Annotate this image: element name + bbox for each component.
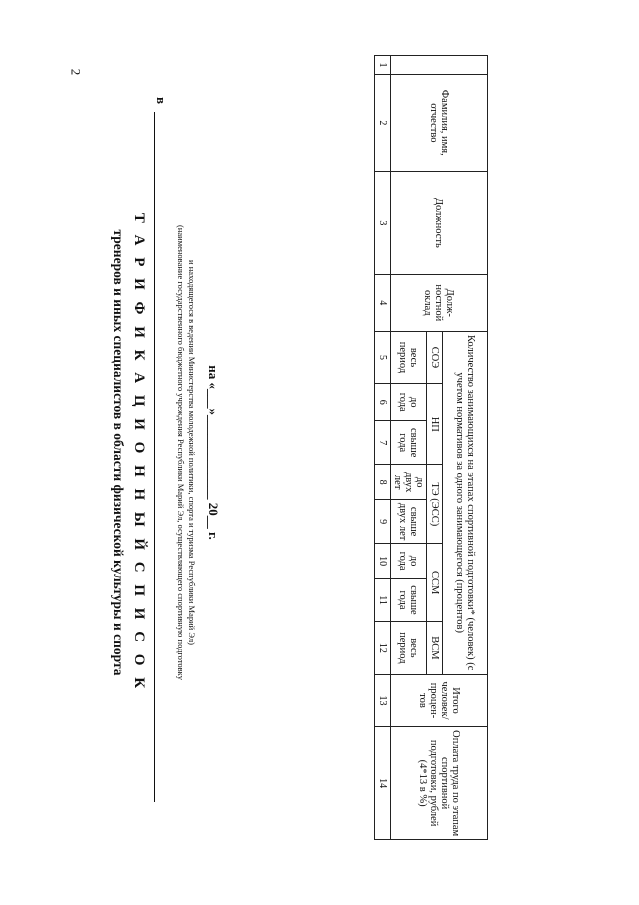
stage-soe: СОЭ: [427, 331, 443, 384]
institution-fill-line: [154, 112, 155, 802]
column-number: 12: [375, 622, 391, 675]
header-payment: Оплата труда по этапам спортивной подготовки, рублей (4*13 в %): [391, 727, 488, 840]
header-fio: Фамилия, имя, отчество: [391, 74, 488, 171]
column-number: 3: [375, 171, 391, 274]
tariff-table: [374, 55, 488, 840]
institution-note-line1: (наименование государственного бюджетного учреждения Республики Марий Эл, осуществляющего спортивную подготовку: [176, 225, 186, 680]
institution-note-line2: и находящегося в ведении Министерства молодежной политики, спорта и туризма Республики Марий Эл): [187, 260, 197, 645]
stage-te: ТЭ (ЭСС): [427, 465, 443, 544]
sub-vsm-whole: весь период: [391, 622, 427, 675]
column-number: 11: [375, 578, 391, 621]
stage-ssm: ССМ: [427, 544, 443, 622]
header-total: Итого человек/ процен- тов: [391, 674, 488, 727]
header-salary: Долж- ностной оклад: [391, 274, 488, 331]
stage-vsm: ВСМ: [427, 622, 443, 675]
header-position: Должность: [391, 171, 488, 274]
sub-ssm-upto: до года: [391, 544, 427, 579]
sub-te-upto: до двух лет: [391, 465, 427, 500]
column-number: 7: [375, 421, 391, 465]
sub-ssm-over: свыше года: [391, 578, 427, 621]
column-number: 13: [375, 674, 391, 727]
column-number: 14: [375, 727, 391, 840]
institution-prefix: в: [154, 97, 169, 105]
header-col-1: [391, 56, 488, 75]
column-number: 4: [375, 274, 391, 331]
document-subtitle: тренеров и иных специалистов в области физической культуры и спорта: [111, 229, 126, 676]
column-number: 8: [375, 465, 391, 500]
column-number: 6: [375, 384, 391, 421]
stage-np: НП: [427, 384, 443, 465]
page-number: 2: [68, 68, 84, 76]
document-title: Т А Р И Ф И К А Ц И О Н Н Ы Й С П И С О К: [131, 212, 147, 693]
sub-np-upto: до года: [391, 384, 427, 421]
column-number: 2: [375, 74, 391, 171]
column-number: 10: [375, 544, 391, 579]
column-number: 9: [375, 500, 391, 544]
header-athletes-count: Количество занимающихся на этапах спортивной подготовки* (человек) (с учетом нормативов за одного занимающегося (процентов): [443, 331, 488, 674]
date-line: на «___»_____________ 20__ г.: [206, 365, 221, 540]
sub-np-over: свыше года: [391, 421, 427, 465]
column-number: 1: [375, 56, 391, 75]
column-number: 5: [375, 331, 391, 384]
sub-te-over: свыше двух лет: [391, 500, 427, 544]
sub-soe-whole: весь период: [391, 331, 427, 384]
